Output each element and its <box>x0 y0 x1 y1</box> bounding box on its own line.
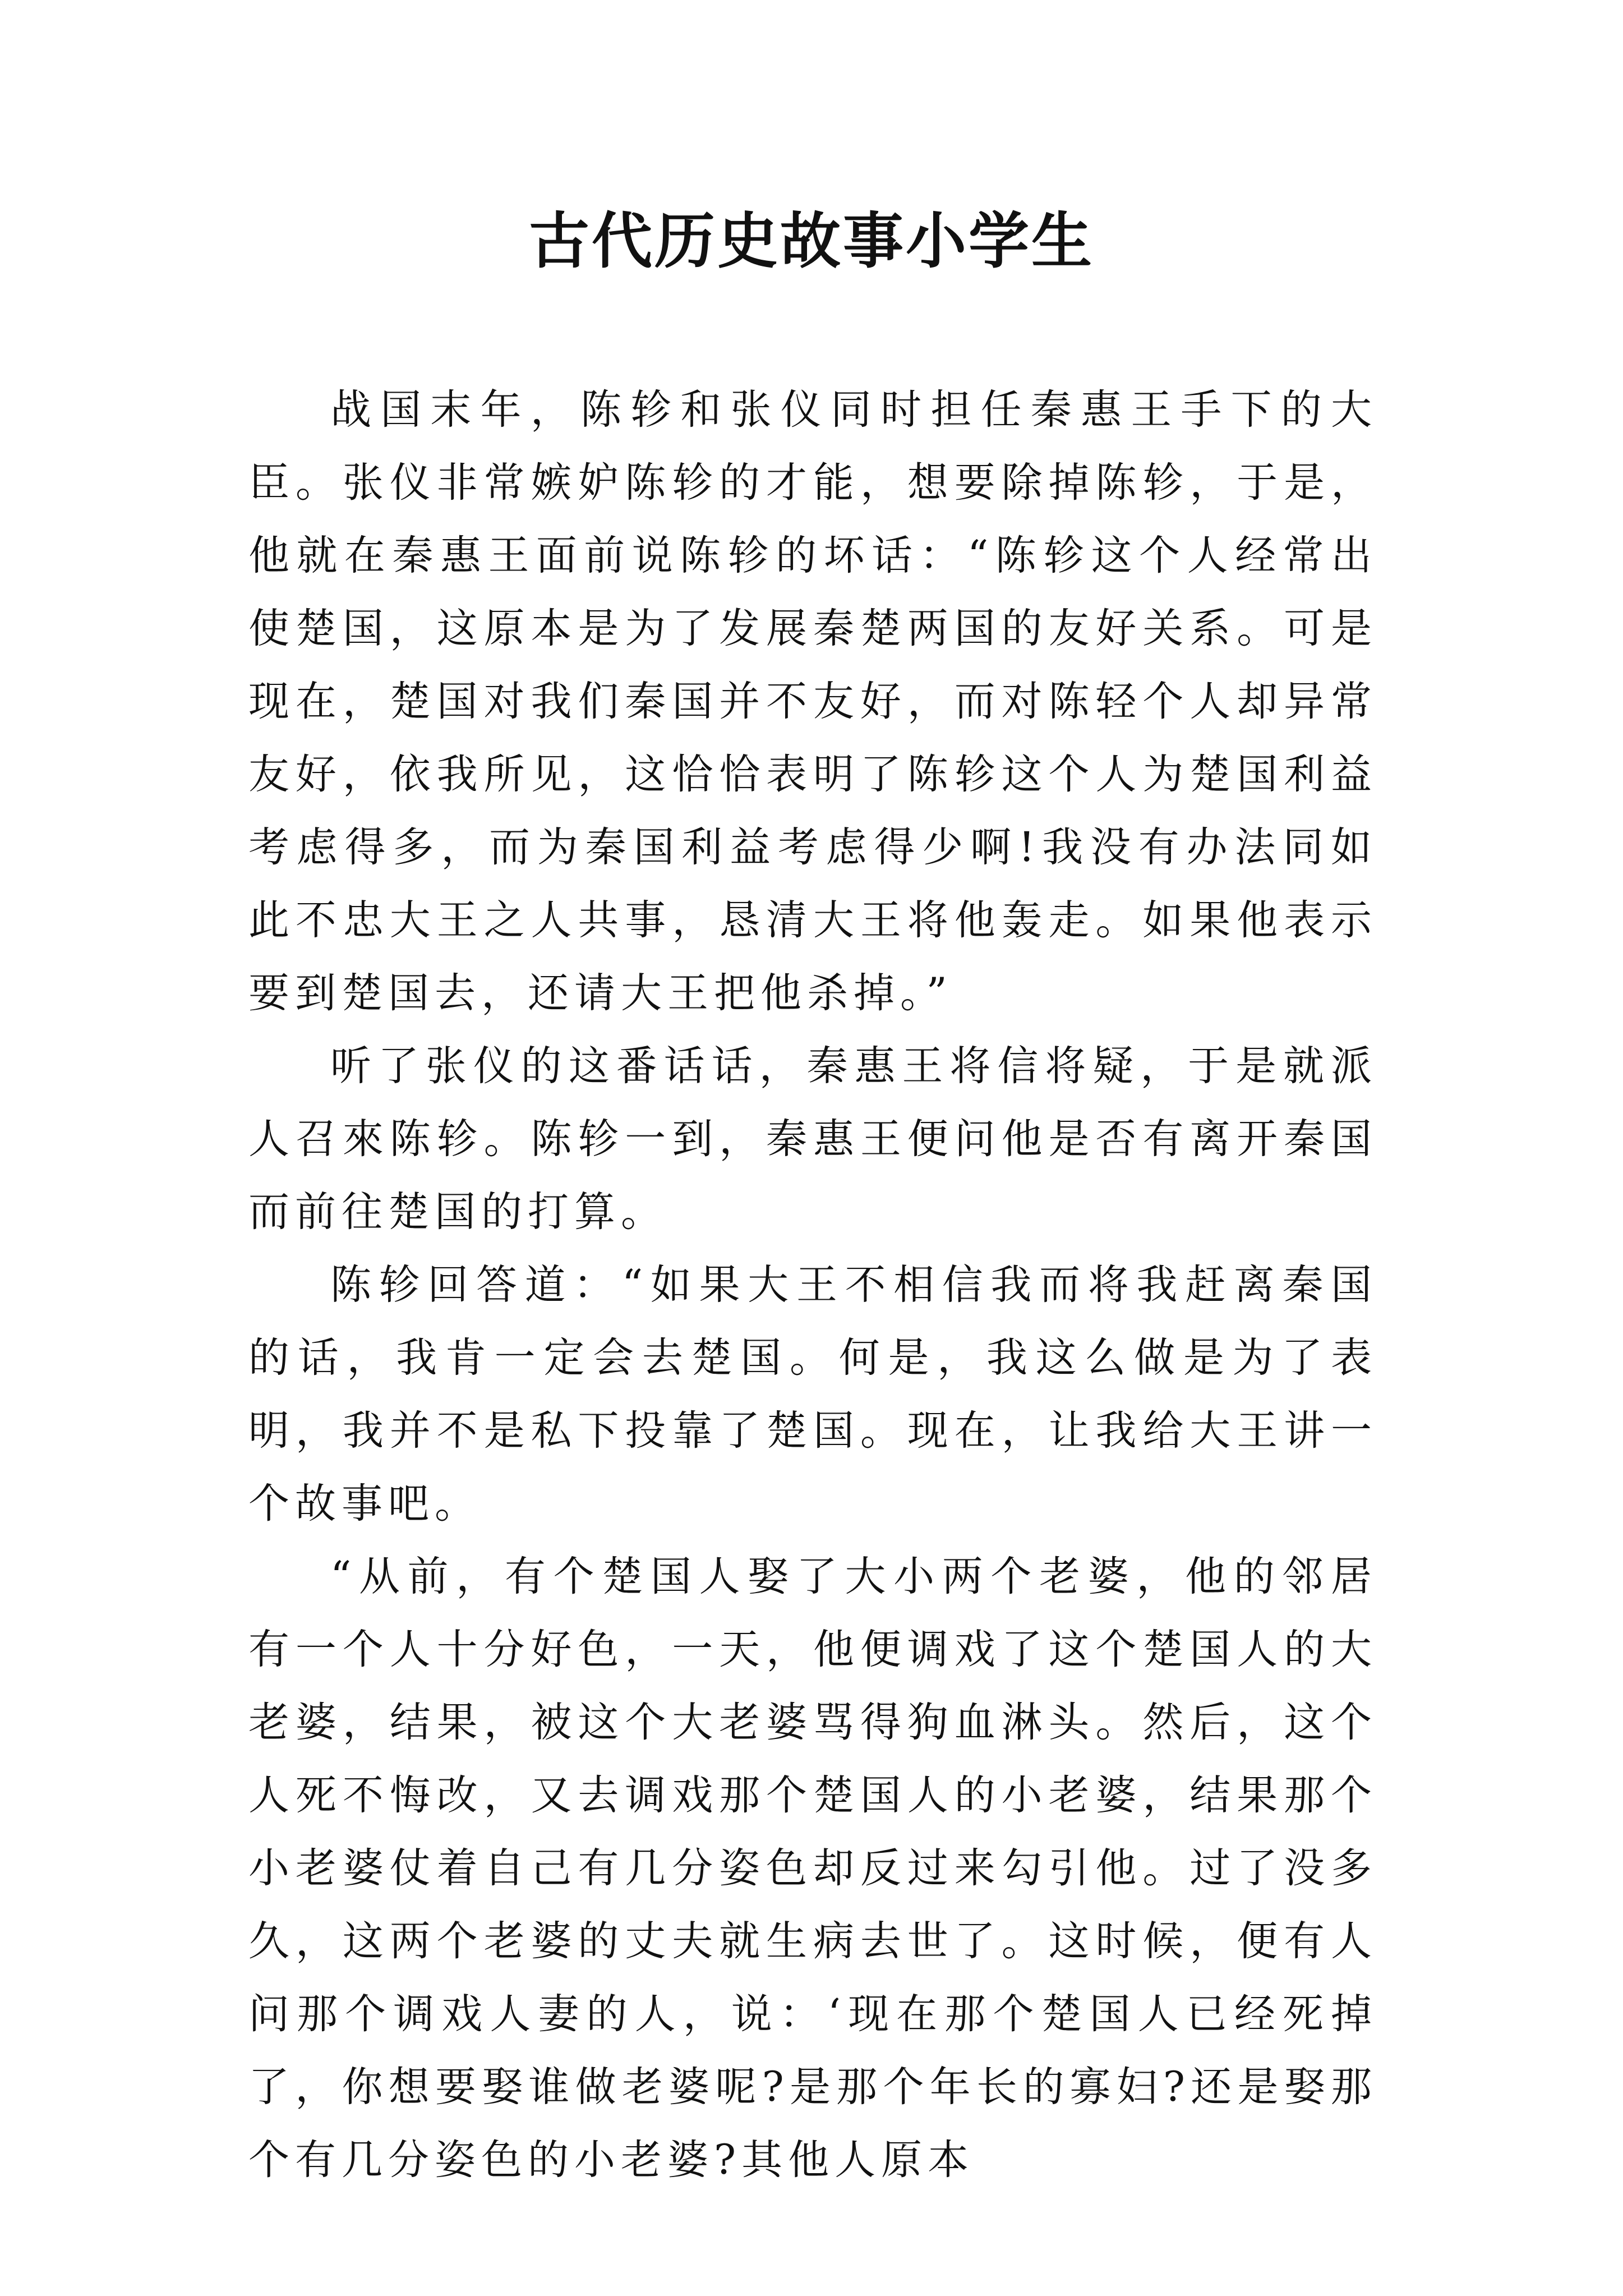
paragraph-1: 战国末年，陈轸和张仪同时担任秦惠王手下的大臣。张仪非常嫉妒陈轸的才能，想要除掉陈轸，于是，他就在秦惠王面前说陈轸的坏话：“陈轸这个人经常出使楚国，这原本是为了发展秦楚两国的友好关系。可是现在，楚国对我们秦国并不友好，而对陈轻个人却异常友好，依我所见，这恰恰表明了陈轸这个人为楚国利益考虑得多，而为秦国利益考虑得少啊!我没有办法同如此不忠大王之人共事，恳清大王将他轰走。如果他表示要到楚国去，还请大王把他杀掉。” <box>248 386 1377 1017</box>
document-body <box>248 374 1377 2197</box>
paragraph-3: 陈轸回答道：“如果大王不相信我而将我赶离秦国的话，我肯一定会去楚国。何是，我这么做是为了表明，我并不是私下投靠了楚国。现在，让我给大王讲一个故事吧。 <box>248 1261 1377 1527</box>
paragraph-4: “从前，有个楚国人娶了大小两个老婆，他的邻居有一个人十分好色，一天，他便调戏了这个楚国人的大老婆，结果，被这个大老婆骂得狗血淋头。然后，这个人死不悔改，又去调戏那个楚国人的小老婆，结果那个小老婆仗着自己有几分姿色却反过来勾引他。过了没多久，这两个老婆的丈夫就生病去世了。这时候，便有人问那个调戏人妻的人，说：‘现在那个楚国人已经死掉了，你想要娶谁做老婆呢?是那个年长的寡妇?还是娶那个有几分姿色的小老婆?其他人原本 <box>248 1553 1377 2184</box>
paragraph-2: 听了张仪的这番话话，秦惠王将信将疑，于是就派人召來陈轸。陈轸一到，秦惠王便问他是否有离开秦国而前往楚国的打算。 <box>248 1042 1377 1236</box>
document-title: 古代历史故事小学生 <box>528 206 1094 277</box>
